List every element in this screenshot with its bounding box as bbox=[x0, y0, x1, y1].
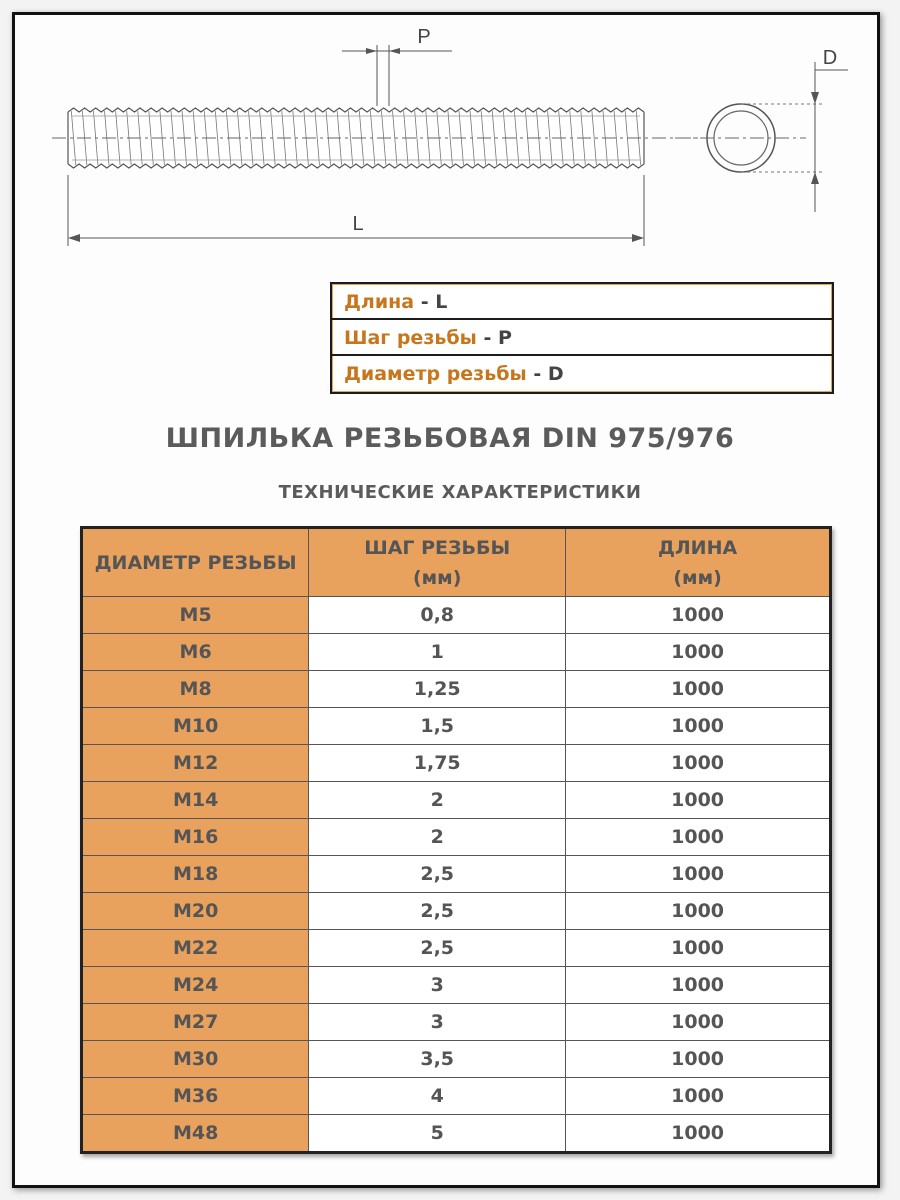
header-line: ДИАМЕТР РЕЗЬБЫ bbox=[94, 551, 297, 574]
header-line: ДЛИНА bbox=[657, 536, 738, 559]
pitch-label: P bbox=[417, 26, 431, 48]
end-view-outer bbox=[707, 104, 775, 172]
cell-diameter: M20 bbox=[82, 893, 309, 930]
threaded-rod-drawing bbox=[0, 0, 900, 270]
cell-pitch: 3 bbox=[309, 967, 566, 1004]
cell-length: 1000 bbox=[566, 819, 831, 856]
legend-separator: - bbox=[533, 363, 542, 385]
table-row bbox=[82, 967, 831, 1004]
cell-length: 1000 bbox=[566, 1004, 831, 1041]
legend-row-length bbox=[332, 284, 832, 320]
table-row bbox=[82, 634, 831, 671]
cell-diameter: M22 bbox=[82, 930, 309, 967]
cell-pitch: 5 bbox=[309, 1115, 566, 1153]
cell-length: 1000 bbox=[566, 671, 831, 708]
header-length bbox=[566, 528, 831, 597]
table-row bbox=[82, 1004, 831, 1041]
cell-pitch: 2,5 bbox=[309, 856, 566, 893]
legend-row-pitch bbox=[332, 320, 832, 356]
cell-length: 1000 bbox=[566, 930, 831, 967]
table-row bbox=[82, 1115, 831, 1153]
table-row bbox=[82, 597, 831, 634]
length-arrow-left bbox=[68, 234, 80, 242]
cell-length: 1000 bbox=[566, 745, 831, 782]
table-header-row bbox=[82, 528, 831, 597]
cell-length: 1000 bbox=[566, 597, 831, 634]
cell-diameter: M24 bbox=[82, 967, 309, 1004]
pitch-arrow-left bbox=[366, 48, 377, 54]
page-subtitle: ТЕХНИЧЕСКИЕ ХАРАКТЕРИСТИКИ bbox=[278, 482, 642, 503]
header-unit: (мм) bbox=[673, 566, 722, 589]
table-row bbox=[82, 708, 831, 745]
cell-pitch: 1,25 bbox=[309, 671, 566, 708]
cell-length: 1000 bbox=[566, 782, 831, 819]
legend-box bbox=[330, 282, 834, 394]
cell-pitch: 4 bbox=[309, 1078, 566, 1115]
table-row bbox=[82, 819, 831, 856]
cell-diameter: M8 bbox=[82, 671, 309, 708]
spec-table bbox=[80, 526, 832, 1154]
cell-pitch: 1,5 bbox=[309, 708, 566, 745]
cell-length: 1000 bbox=[566, 1078, 831, 1115]
legend-separator: - bbox=[420, 291, 429, 313]
cell-pitch: 0,8 bbox=[309, 597, 566, 634]
length-label: L bbox=[352, 213, 364, 235]
cell-length: 1000 bbox=[566, 856, 831, 893]
table-row bbox=[82, 671, 831, 708]
table-row bbox=[82, 745, 831, 782]
diameter-label: D bbox=[822, 47, 838, 69]
cell-length: 1000 bbox=[566, 893, 831, 930]
cell-pitch: 1 bbox=[309, 634, 566, 671]
cell-length: 1000 bbox=[566, 1041, 831, 1078]
table-row bbox=[82, 782, 831, 819]
legend-separator: - bbox=[483, 327, 492, 349]
legend-symbol: D bbox=[547, 363, 564, 385]
cell-pitch: 2,5 bbox=[309, 930, 566, 967]
cell-diameter: M14 bbox=[82, 782, 309, 819]
header-diameter bbox=[82, 528, 309, 597]
pitch-arrow-right bbox=[389, 48, 400, 54]
cell-pitch: 2,5 bbox=[309, 893, 566, 930]
cell-pitch: 3,5 bbox=[309, 1041, 566, 1078]
cell-diameter: M6 bbox=[82, 634, 309, 671]
cell-diameter: M36 bbox=[82, 1078, 309, 1115]
legend-term: Диаметр резьбы bbox=[344, 363, 527, 385]
length-arrow-right bbox=[632, 234, 644, 242]
cell-pitch: 2 bbox=[309, 782, 566, 819]
cell-diameter: M48 bbox=[82, 1115, 309, 1153]
header-unit: (мм) bbox=[412, 566, 462, 589]
cell-diameter: M16 bbox=[82, 819, 309, 856]
diameter-arrow-top bbox=[811, 92, 819, 104]
legend-term: Шаг резьбы bbox=[344, 327, 477, 349]
cell-diameter: M30 bbox=[82, 1041, 309, 1078]
cell-length: 1000 bbox=[566, 967, 831, 1004]
table-row bbox=[82, 893, 831, 930]
table-row bbox=[82, 1078, 831, 1115]
table-row bbox=[82, 856, 831, 893]
table-row bbox=[82, 1041, 831, 1078]
cell-diameter: M12 bbox=[82, 745, 309, 782]
cell-diameter: M18 bbox=[82, 856, 309, 893]
page-title: ШПИЛЬКА РЕЗЬБОВАЯ DIN 975/976 bbox=[165, 423, 735, 454]
cell-pitch: 1,75 bbox=[309, 745, 566, 782]
table-row bbox=[82, 930, 831, 967]
legend-row-diameter bbox=[332, 356, 832, 392]
cell-length: 1000 bbox=[566, 634, 831, 671]
legend-symbol: L bbox=[435, 291, 448, 313]
legend-term: Длина bbox=[344, 291, 415, 313]
cell-pitch: 3 bbox=[309, 1004, 566, 1041]
cell-diameter: M5 bbox=[82, 597, 309, 634]
cell-length: 1000 bbox=[566, 708, 831, 745]
cell-diameter: M27 bbox=[82, 1004, 309, 1041]
cell-length: 1000 bbox=[566, 1115, 831, 1153]
cell-diameter: M10 bbox=[82, 708, 309, 745]
header-line: ШАГ РЕЗЬБЫ bbox=[364, 536, 511, 559]
legend-symbol: P bbox=[497, 327, 512, 349]
diameter-arrow-bottom bbox=[811, 172, 819, 184]
cell-pitch: 2 bbox=[309, 819, 566, 856]
header-pitch bbox=[309, 528, 566, 597]
